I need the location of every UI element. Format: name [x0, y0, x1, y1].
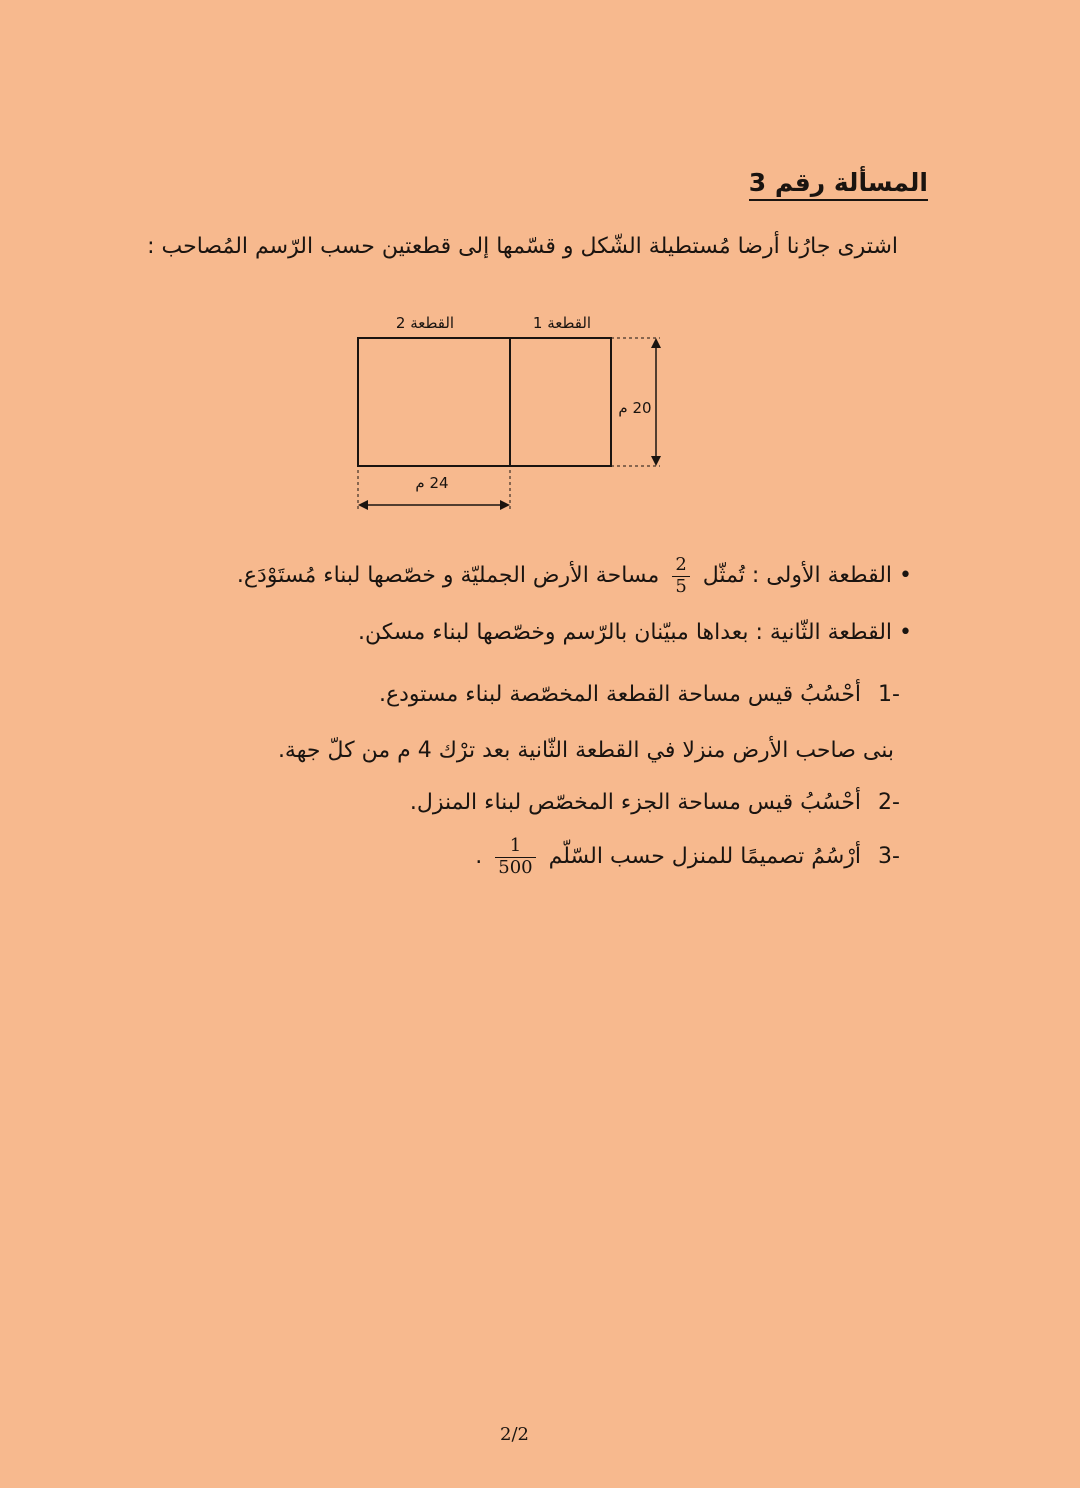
fraction-two-fifths [672, 555, 689, 597]
question-2 [120, 790, 900, 815]
problem-title: المسألة رقم 3 [749, 168, 928, 201]
question-3-end: . [475, 844, 483, 870]
page-number: 2/2 [500, 1424, 529, 1445]
width-label: 24 م [415, 474, 449, 492]
height-label: 20 م [618, 399, 652, 417]
question-3 [120, 836, 900, 878]
problem-intro: اشترى جارُنا أرضا مُستطيلة الشّكل و قسّمها إلى قطعتين حسب الرّسم المُصاحب : [147, 234, 898, 259]
question-2-number: -2 [878, 790, 900, 815]
house-statement: بنى صاحب الأرض منزلا في القطعة الثّانية بعد ترْك 4 م من كلّ جهة. [277, 738, 894, 763]
label-piece-1: القطعة 1 [532, 314, 592, 332]
question-2-text: أحْسُبُ قيس مساحة الجزء المخصّص لبناء المنزل. [409, 790, 862, 815]
question-3-text: أرْسُمُ تصميمًا للمنزل حسب السّلّم [548, 844, 862, 870]
scale-numerator: 1 [495, 836, 535, 858]
bullet-piece-2: • القطعة الثّانية : بعداها مبيّنان بالرّسم وخصّصها لبناء مسكن. [358, 620, 912, 645]
label-piece-2: القطعة 2 [395, 314, 455, 332]
height-arrow-head-top [651, 338, 661, 348]
fraction-numerator: 2 [672, 555, 689, 577]
bullet-1-start: • القطعة الأولى : تُمثّل [702, 563, 912, 589]
scale-fraction [495, 836, 535, 878]
piece-1-rect [510, 338, 611, 466]
question-1-number: -1 [878, 682, 900, 707]
bullet-1-end: مساحة الأرض الجمليّة و خصّصها لبناء مُستَوْدَع. [236, 563, 660, 589]
height-arrow-head-bottom [651, 456, 661, 466]
bullet-piece-1 [132, 555, 912, 597]
question-1 [120, 682, 900, 707]
width-arrow-head-right [500, 500, 510, 510]
question-3-number: -3 [878, 844, 900, 870]
piece-2-rect [358, 338, 510, 466]
scale-denominator: 500 [498, 856, 533, 878]
width-arrow-head-left [358, 500, 368, 510]
question-1-text: أحْسُبُ قيس مساحة القطعة المخصّصة لبناء مستودع. [378, 682, 862, 707]
land-diagram [340, 300, 680, 530]
fraction-denominator: 5 [675, 575, 687, 597]
